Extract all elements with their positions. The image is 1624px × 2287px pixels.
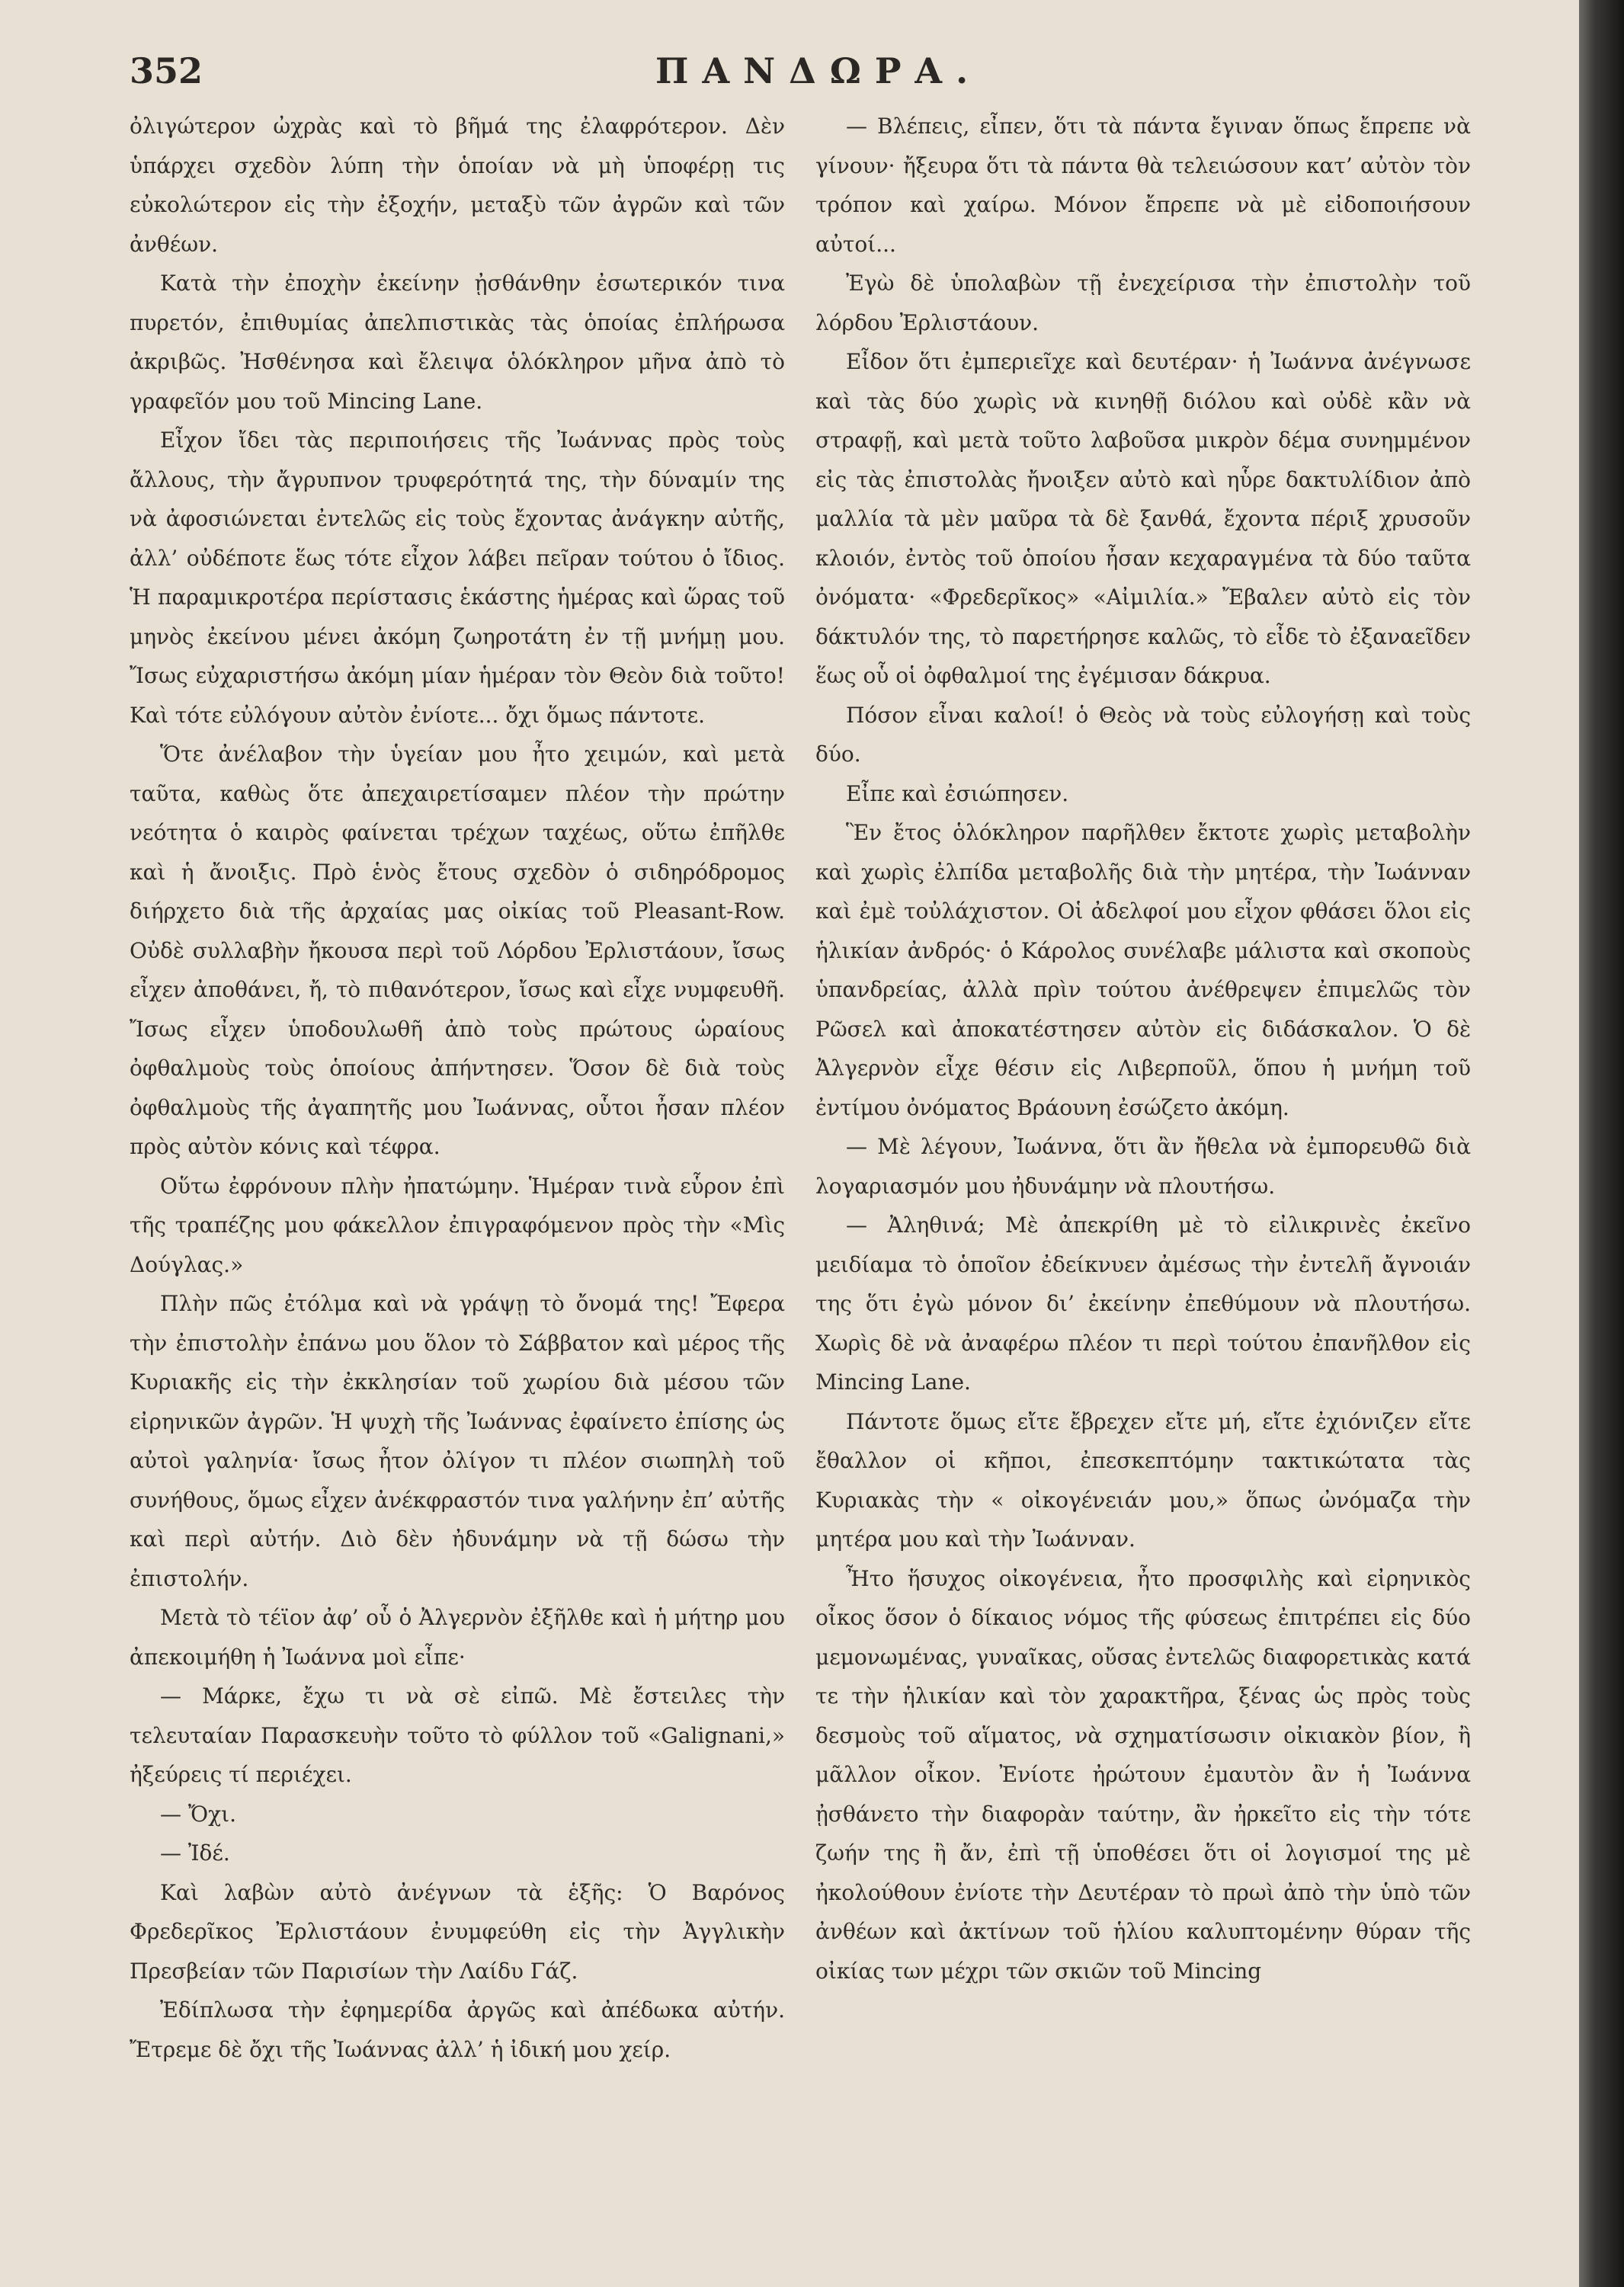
- paragraph: Εἶπε καὶ ἐσιώπησεν.: [846, 780, 1069, 806]
- dialogue-line: — Μάρκε, ἔχω τι νὰ σὲ εἰπῶ. Μὲ ἔστειλες τὴν τελευταίαν Παρασκευὴν τοῦτο τὸ φύλλον τοῦ «Galignani,» ἠξεύρεις τί περιέχει.: [130, 1683, 785, 1787]
- left-column: [130, 107, 785, 2069]
- dialogue-line: — Ὄχι.: [160, 1801, 236, 1827]
- dialogue-line: — Βλέπεις, εἶπεν, ὅτι τὰ πάντα ἔγιναν ὅπως ἔπρεπε νὰ γίνουν· ἤξευρα ὅτι τὰ πάντα θὰ τελειώσουν κατ’ αὐτὸν τὸν τρόπον καὶ χαίρω. Μόνον ἔπρεπε νὰ μὲ εἰδοποιήσουν αὐτοί...: [815, 114, 1471, 257]
- dialogue-line: — Μὲ λέγουν, Ἰωάννα, ὅτι ἂν ἤθελα νὰ ἐμπορευθῶ διὰ λογαριασμόν μου ἠδυνάμην νὰ πλουτήσω.: [815, 1134, 1471, 1199]
- paragraph: Οὕτω ἐφρόνουν πλὴν ἠπατώμην. Ἡμέραν τινὰ εὗρον ἐπὶ τῆς τραπέζης μου φάκελλον ἐπιγραφόμενον πρὸς τὴν «Μὶς Δούγλας.»: [130, 1173, 785, 1277]
- dialogue-line: — Ἀληθινά; Μὲ ἀπεκρίθη μὲ τὸ εἰλικρινὲς ἐκεῖνο μειδίαμα τὸ ὁποῖον ἐδείκνυεν ἀμέσως τὴν ἐντελῆ ἄγνοιάν της ὅτι ἐγὼ μόνον δι’ ἐκείνην ἐπεθύμουν νὰ πλουτήσω. Χωρὶς δὲ νὰ ἀναφέρω πλέον τι περὶ τούτου ἐπανῆλθον εἰς Mincing Lane.: [815, 1212, 1471, 1395]
- paragraph: Πλὴν πῶς ἐτόλμα καὶ νὰ γράψῃ τὸ ὄνομά της! Ἔφερα τὴν ἐπιστολὴν ἐπάνω μου ὅλον τὸ Σάββατον καὶ μέρος τῆς Κυριακῆς εἰς τὴν ἐκκλησίαν τοῦ χωρίου διὰ μέσου τῶν εἰρηνικῶν ἀγρῶν. Ἡ ψυχὴ τῆς Ἰωάννας ἐφαίνετο ἐπίσης ὡς αὐτοὶ γαληνία· ἴσως ἦτον ὀλίγον τι πλέον σιωπηλὴ τοῦ συνήθους, ὅμως εἶχεν ἀνέκφραστόν τινα γαλήνην ἐπ’ αὐτῆς καὶ περὶ αὐτήν. Διὸ δὲν ἠδυνάμην νὰ τῇ δώσω τὴν ἐπιστολήν.: [130, 1291, 785, 1591]
- dialogue-line: — Ἰδέ.: [160, 1840, 230, 1866]
- paragraph: Εἶδον ὅτι ἐμπεριεῖχε καὶ δευτέραν· ἡ Ἰωάννα ἀνέγνωσε καὶ τὰς δύο χωρὶς νὰ κινηθῇ διόλου καὶ οὐδὲ κἂν νὰ στραφῇ, καὶ μετὰ τοῦτο λαβοῦσα μικρὸν δέμα συνημμένον εἰς τὰς ἐπιστολὰς ἤνοιξεν αὐτὸ καὶ ηὗρε δακτυλίδιον ἀπὸ μαλλία τὰ μὲν μαῦρα τὰ δὲ ξανθά, ἔχοντα πέριξ χρυσοῦν κλοιόν, ἐντὸς τοῦ ὁποίου ἦσαν κεχαραγμένα τὰ δύο ταῦτα ὀνόματα· «Φρεδερῖκος» «Αἰμιλία.» Ἔβαλεν αὐτὸ εἰς τὸν δάκτυλόν της, τὸ παρετήρησε καλῶς, τὸ εἶδε τὸ ἐξαναεῖδεν ἕως οὗ οἱ ὀφθαλμοί της ἐγέμισαν δάκρυα.: [815, 349, 1471, 688]
- paragraph: Εἶχον ἴδει τὰς περιποιήσεις τῆς Ἰωάννας πρὸς τοὺς ἄλλους, τὴν ἄγρυπνον τρυφερότητά της, τὴν δύναμίν της νὰ ἀφοσιώνεται ἐντελῶς εἰς τοὺς ἔχοντας ἀνάγκην αὐτῆς, ἀλλ’ οὐδέποτε ἕως τότε εἶχον λάβει πεῖραν τούτου ὁ ἴδιος. Ἡ παραμικροτέρα περίστασις ἑκάστης ἡμέρας καὶ ὥρας τοῦ μηνὸς ἐκείνου μένει ἀκόμη ζωηροτάτη ἐν τῇ μνήμῃ μου. Ἴσως εὐχαριστήσω ἀκόμη μίαν ἡμέραν τὸν Θεὸν διὰ τοῦτο! Καὶ τότε εὐλόγουν αὐτὸν ἐνίοτε... ὄχι ὅμως πάντοτε.: [130, 428, 785, 728]
- paragraph: Ἓν ἔτος ὁλόκληρον παρῆλθεν ἔκτοτε χωρὶς μεταβολὴν καὶ χωρὶς ἐλπίδα μεταβολῆς διὰ τὴν μητέρα, τὴν Ἰωάνναν καὶ ἐμὲ τοὐλάχιστον. Οἱ ἀδελφοί μου εἶχον φθάσει ὅλοι εἰς ἡλικίαν ἀνδρός· ὁ Κάρολος συνέλαβε μάλιστα καὶ σκοποὺς ὑπανδρείας, ἀλλὰ πρὶν τούτου ἀνέθρεψεν ἐπιμελῶς τὸν Ρῶσελ καὶ ἀποκατέστησεν αὐτὸν εἰς διδάσκαλον. Ὁ δὲ Ἀλγερνὸν εἶχε θέσιν εἰς Λιβερποῦλ, ὅπου ἡ μνήμη τοῦ ἐντίμου ὀνόματος Βράουνη ἐσώζετο ἀκόμη.: [815, 820, 1471, 1120]
- paragraph: Πόσον εἶναι καλοί! ὁ Θεὸς νὰ τοὺς εὐλογήσῃ καὶ τοὺς δύο.: [815, 702, 1471, 767]
- page-header: [0, 46, 1579, 99]
- paragraph: Πάντοτε ὅμως εἴτε ἔβρεχεν εἴτε μή, εἴτε ἐχιόνιζεν εἴτε ἔθαλλον οἱ κῆποι, ἐπεσκεπτόμην τακτικώτατα τὰς Κυριακὰς τὴν « οἰκογένειάν μου,» ὅπως ὠνόμαζα τὴν μητέρα μου καὶ τὴν Ἰωάνναν.: [815, 1408, 1471, 1552]
- right-column: [815, 107, 1471, 1991]
- page-number: 352: [130, 50, 203, 91]
- running-title: ΠΑΝΔΩΡΑ.: [655, 50, 982, 91]
- paragraph: ὀλιγώτερον ὠχρὰς καὶ τὸ βῆμά της ἐλαφρότερον. Δὲν ὑπάρχει σχεδὸν λύπη τὴν ὁποίαν νὰ μὴ ὑποφέρῃ τις εὐκολώτερον εἰς τὴν ἐξοχήν, μεταξὺ τῶν ἀγρῶν καὶ τῶν ἀνθέων.: [130, 114, 785, 257]
- paragraph: Κατὰ τὴν ἐποχὴν ἐκείνην ᾐσθάνθην ἐσωτερικόν τινα πυρετόν, ἐπιθυμίας ἀπελπιστικὰς τὰς ὁποίας ἐπλήρωσα ἀκριβῶς. Ἠσθένησα καὶ ἔλειψα ὁλόκληρον μῆνα ἀπὸ τὸ γραφεῖόν μου τοῦ Mincing Lane.: [130, 271, 785, 414]
- book-spine-shadow: [1579, 0, 1624, 2287]
- paragraph: Ἐδίπλωσα τὴν ἐφημερίδα ἀργῶς καὶ ἀπέδωκα αὐτήν. Ἔτρεμε δὲ ὄχι τῆς Ἰωάννας ἀλλ’ ἡ ἰδική μου χείρ.: [130, 1997, 785, 2062]
- paragraph: Ἦτο ἥσυχος οἰκογένεια, ἦτο προσφιλὴς καὶ εἰρηνικὸς οἶκος ὅσον ὁ δίκαιος νόμος τῆς φύσεως ἐπιτρέπει εἰς δύο μεμονωμένας, γυναῖκας, οὔσας ἐντελῶς διαφορετικὰς κατά τε τὴν ἡλικίαν καὶ τὸν χαρακτῆρα, ξένας ὡς πρὸς τοὺς δεσμοὺς τοῦ αἵματος, νὰ σχηματίσωσιν οἰκιακὸν βίον, ἢ μᾶλλον οἶκον. Ἐνίοτε ἠρώτουν ἐμαυτὸν ἂν ἡ Ἰωάννα ᾐσθάνετο τὴν διαφορὰν ταύτην, ἂν ἠρκεῖτο εἰς τὴν τότε ζωήν της ἢ ἄν, ἐπὶ τῇ ὑποθέσει ὅτι οἱ λογισμοί της μὲ ἠκολούθουν ἐνίοτε τὴν Δευτέραν τὸ πρωὶ ἀπὸ τὴν ὑπὸ τῶν ἀνθέων καὶ ἀκτίνων τοῦ ἡλίου καλυπτομένην θύραν τῆς οἰκίας των μέχρι τῶν σκιῶν τοῦ Mincing: [815, 1565, 1471, 1984]
- paragraph: Μετὰ τὸ τέϊον ἀφ’ οὗ ὁ Ἀλγερνὸν ἐξῆλθε καὶ ἡ μήτηρ μου ἀπεκοιμήθη ἡ Ἰωάννα μοὶ εἶπε·: [130, 1605, 785, 1670]
- paragraph: Καὶ λαβὼν αὐτὸ ἀνέγνων τὰ ἑξῆς: Ὁ Βαρόνος Φρεδερῖκος Ἐρλιστάουν ἐνυμφεύθη εἰς τὴν Ἀγγλικὴν Πρεσβείαν τῶν Παρισίων τὴν Λαίδυ Γάζ.: [130, 1879, 785, 1984]
- paragraph: Ὅτε ἀνέλαβον τὴν ὑγείαν μου ἦτο χειμών, καὶ μετὰ ταῦτα, καθὼς ὅτε ἀπεχαιρετίσαμεν πλέον τὴν πρώτην νεότητα ὁ καιρὸς φαίνεται τρέχων ταχέως, οὕτω ἐπῆλθε καὶ ἡ ἄνοιξις. Πρὸ ἑνὸς ἔτους σχεδὸν ὁ σιδηρόδρομος διήρχετο διὰ τῆς ἀρχαίας μας οἰκίας τοῦ Pleasant-Row. Οὐδὲ συλλαβὴν ἤκουσα περὶ τοῦ Λόρδου Ἐρλιστάουν, ἴσως εἶχεν ἀποθάνει, ἤ, τὸ πιθανότερον, ἴσως καὶ εἶχε νυμφευθῆ. Ἴσως εἶχεν ὑποδουλωθῆ ἀπὸ τοὺς πρώτους ὡραίους ὀφθαλμοὺς τοὺς ὁποίους ἀπήντησεν. Ὅσον δὲ διὰ τοὺς ὀφθαλμοὺς τῆς ἀγαπητῆς μου Ἰωάννας, οὗτοι ἦσαν πλέον πρὸς αὐτὸν κόνις καὶ τέφρα.: [130, 742, 785, 1159]
- paragraph: Ἐγὼ δὲ ὑπολαβὼν τῇ ἐνεχείρισα τὴν ἐπιστολὴν τοῦ λόρδου Ἐρλιστάουν.: [815, 271, 1471, 335]
